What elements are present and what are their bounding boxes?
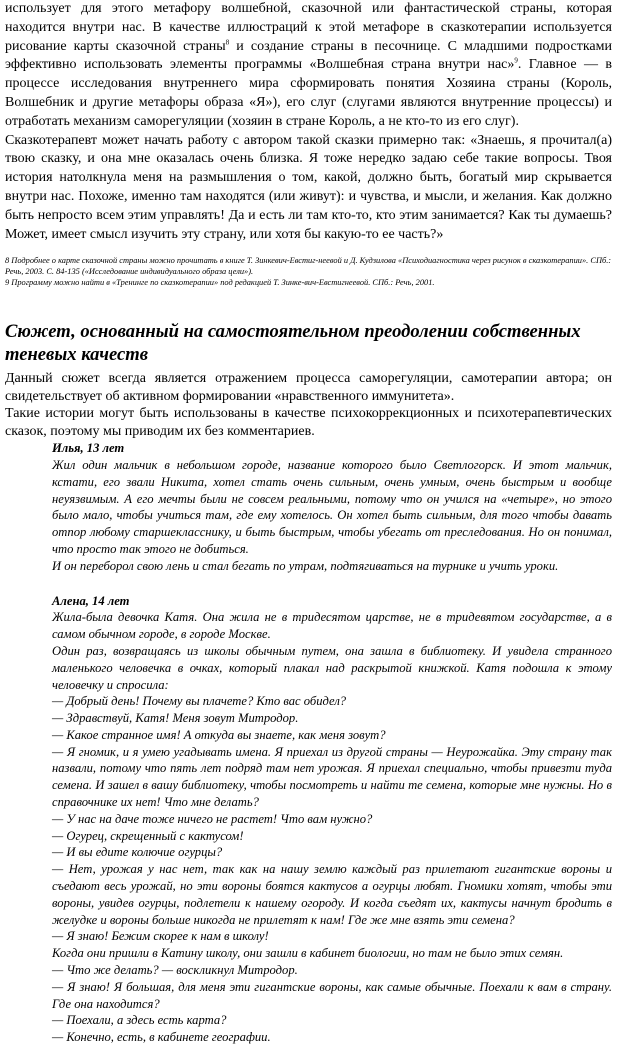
dialogue-line: — Здравствуй, Катя! Меня зовут Митродор. bbox=[52, 711, 299, 726]
footnotes bbox=[5, 256, 612, 288]
story-spacer bbox=[5, 575, 612, 593]
dialogue-line: — Нет, урожая у нас нет, так как на нашу землю каждый раз прилетают гигантские вороны и съедают весь урожай, но эти вороны боятся кактусов а огурцы любят. Гномики хотят, чтобы эти вороны, увидев огурцы, подлетели к нашему огороду. И когда съедят их, кактусы начнут бродить в желудке и вороны больше никогда не прилетят к нам! Где же мне взять эти семена? bbox=[52, 862, 612, 927]
section-paragraph-2: Такие истории могут быть использованы в качестве психокоррекционных и психотерапевтических сказок, поэтому мы приводим их без комментариев. bbox=[5, 406, 612, 439]
intro-paragraph-2: Сказкотерапевт может начать работу с автором такой сказки примерно так: «Знаешь, я прочитал(а) твою сказку, и она мне оказалась очень близка. Я тоже нередко задаю себе такие вопросы. Твоя история натолкнула меня на размышления о том, какой, должно быть, богатый мир скрывается внутри нас. Похоже, именно там находятся (или живут): и чувства, и мысли, и желания. Как должно быть непросто всем этим управлять! Да и есть ли там кто-то, кто этим занимается? Как ты думаешь? Может, имеет смысл изучить эту страну, или хотя бы какую-то ее часть?» bbox=[5, 132, 612, 242]
story-line: Жил один мальчик в небольшом городе, название которого было Светлогорск. И этот мальчик, кстати, его звали Никита, хотел стать очень сильным, очень умным, очень быстрым и вообще неуязвимым. А его мечты были не совсем реальными, потому что он учился на «четыре», но этого было мало, чтобы учиться там, где ему хотелось. Он хотел быть сильным, для того чтобы давать отпор любому старшекласснику, и быть быстрым, чтобы убегать от преследования. Но он понимал, что просто так этого не добиться. bbox=[52, 457, 612, 556]
dialogue-line: — Что же делать? — воскликнул Митродор. bbox=[52, 963, 298, 978]
footnote-8-marker[interactable]: 8 bbox=[225, 37, 230, 46]
dialogue-line: — Какое странное имя! А откуда вы знаете, как меня зовут? bbox=[52, 727, 386, 742]
story-alena bbox=[52, 593, 612, 1046]
dialogue-line: — Добрый день! Почему вы плачете? Кто вас обидел? bbox=[52, 694, 347, 709]
intro-p1-part-b: и создание страны в песочнице. С младшими подростками эффективно использовать элементы программы «Волшебная страна внутри нас» bbox=[5, 38, 612, 73]
story-ilya bbox=[52, 440, 612, 574]
story-title: Илья, 13 лет bbox=[52, 441, 125, 456]
intro-p1-part-c: . Главное — в процессе исследования внутреннего мира сформировать понятия Хозяина страны (Король, Волшебник и другие метафоры образа «Я»), его слуг (слугами являются внутренние процессы) и отработать механизм саморегуляции (хозяин в стране Король, а не кто-то из его слуг). bbox=[5, 57, 612, 129]
story-line: Жила-была девочка Катя. Она жила не в тридесятом царстве, не в тридевятом государстве, а в самом обычном городе, в городе Москве. bbox=[52, 610, 612, 642]
dialogue-line: — Я знаю! Бежим скорее к нам в школу! bbox=[52, 929, 269, 944]
story-line: Один раз, возвращаясь из школы обычным путем, она зашла в библиотеку. И увидела странного маленького человечка в очках, который плакал над раскрытой книжкой. Катя подошла к этому человечку и спросила: bbox=[52, 643, 612, 692]
dialogue-line: — Поехали, а здесь есть карта? bbox=[52, 1013, 227, 1028]
story-line: И он переборол свою лень и стал бегать по утрам, подтягиваться на турнике и учить уроки. bbox=[52, 558, 559, 573]
section-paragraph-1: Данный сюжет всегда является отражением процесса саморегуляции, самотерапии автора; он свидетельствует об активном формировании «нравственного иммунитета». bbox=[5, 371, 612, 404]
dialogue-line: — У нас на даче тоже ничего не растет! Что вам нужно? bbox=[52, 811, 373, 826]
section-heading: Сюжет, основанный на самостоятельном преодолении собственных теневых качеств bbox=[5, 321, 581, 366]
dialogue-line: — Огурец, скрещенный с кактусом! bbox=[52, 828, 244, 843]
story-line: Когда они пришли в Катину школу, они зашли в кабинет биологии, но там не было этих семян. bbox=[52, 946, 564, 961]
intro-p1-part-a: использует для этого метафору волшебной, сказочной или фантастической страны, которая находится внутри нас. В качестве иллюстраций к этой метафоре в сказкотерапии используется рисование карты сказочной страны bbox=[5, 1, 612, 54]
intro-text bbox=[5, 0, 612, 244]
dialogue-line: — Я гномик, и я умею угадывать имена. Я приехал из другой страны — Неурожайка. Эту страну так назвали, потому что пять лет подряд там нет урожая. Я приехал специально, чтобы привезти туда семена. И зашел в вашу библиотеку, чтобы посмотреть и найти те семена, которые мне нужны. Но в справочнике их нет! Что мне делать? bbox=[52, 744, 612, 810]
dialogue-line: — Я знаю! Я большая, для меня эти гигантские вороны, как самые обычные. Поехали к вам в страну. Где она находится? bbox=[52, 979, 612, 1011]
footnote-8: 8 Подробнее о карте сказочной страны можно прочитать в книге Т. Зинкевич-Евстиг-неевой и Д. Кудзилова «Психодиагностика через рисунок в сказкотерапии». СПб.: Речь, 2003. С. 84-135 («Исследование индивидуального образа цели»). bbox=[5, 256, 612, 276]
intro-paragraph-1 bbox=[5, 0, 612, 132]
story-title: Алена, 14 лет bbox=[52, 593, 130, 608]
dialogue-line: — Конечно, есть, в кабинете географии. bbox=[52, 1030, 271, 1045]
dialogue-line: — И вы едите колючие огурцы? bbox=[52, 845, 223, 860]
section-intro bbox=[5, 370, 612, 440]
footnote-9-marker[interactable]: 9 bbox=[514, 56, 518, 65]
footnote-9: 9 Программу можно найти в «Тренинге по сказкотерапии» под редакцией Т. Зинке-вич-Евстигнеевой. СПб.: Речь, 2001. bbox=[5, 277, 435, 287]
